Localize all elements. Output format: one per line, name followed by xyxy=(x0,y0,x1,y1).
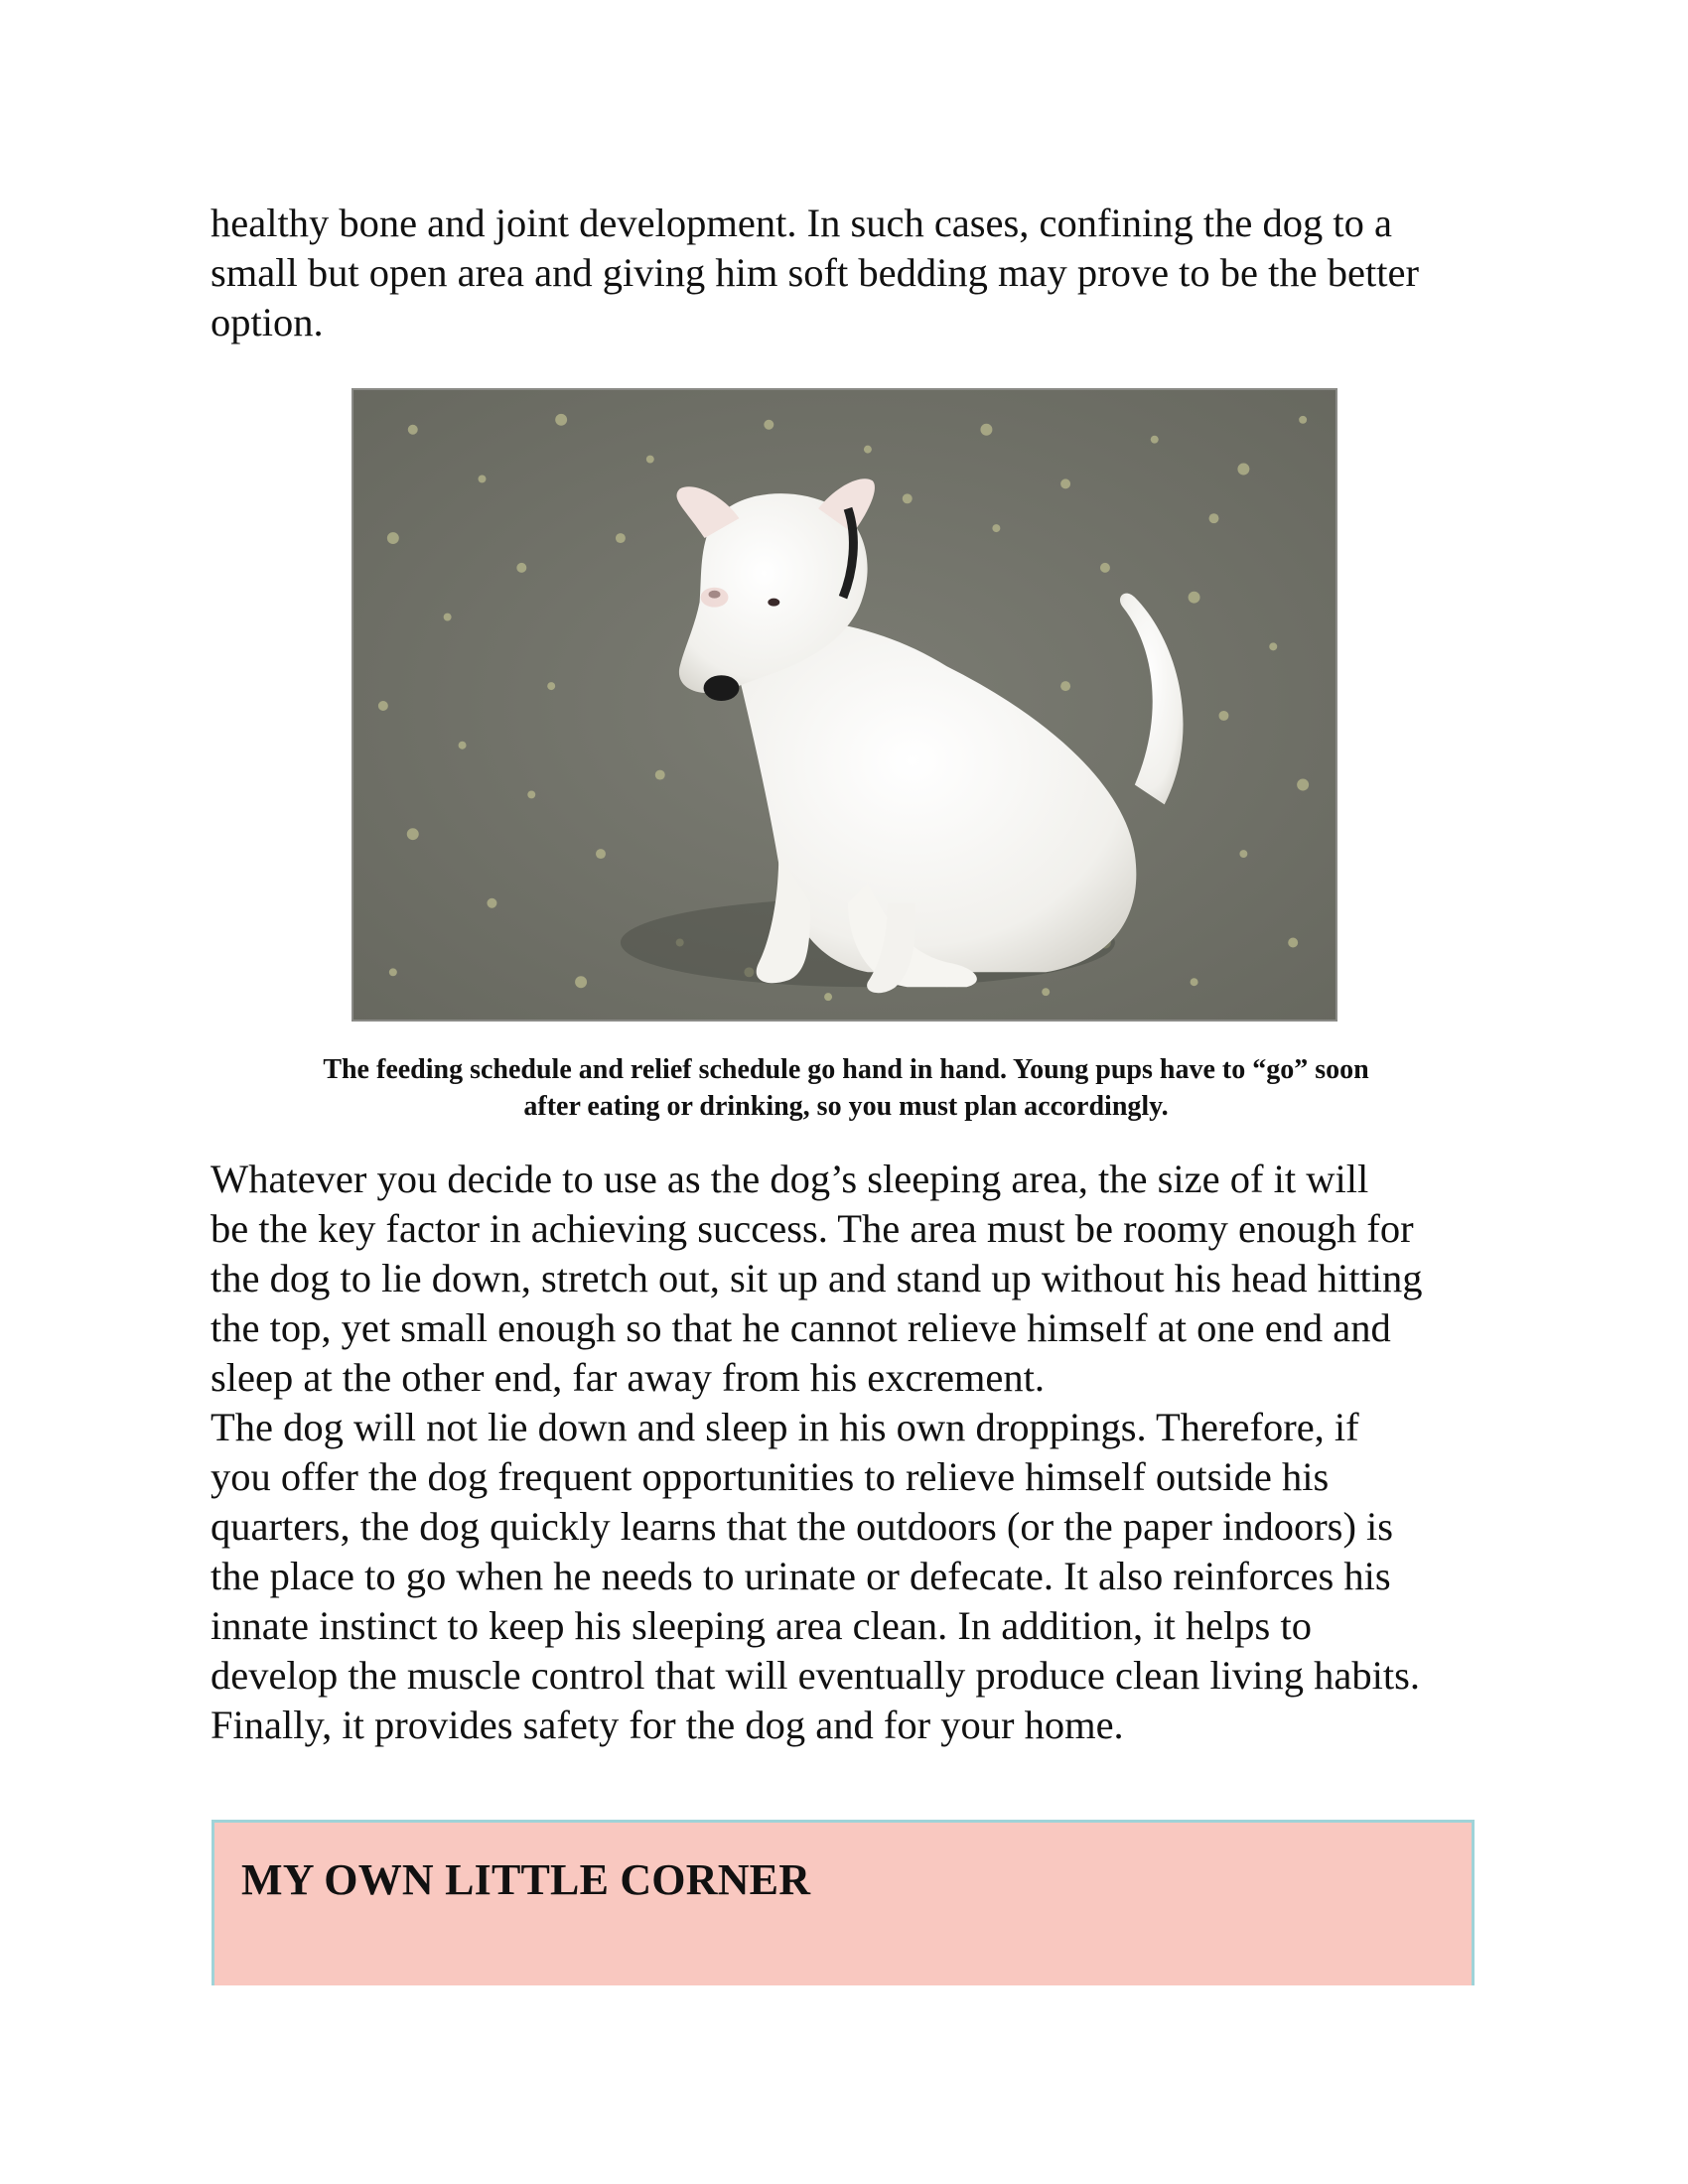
figure-caption: The feeding schedule and relief schedule go hand in hand. Young pups have to “go” soon after eating or drinking, so you must plan accordingly. xyxy=(323,1054,1369,1122)
sidebar-heading: MY OWN LITTLE CORNER xyxy=(241,1855,811,1904)
bull-terrier-puppy-photo xyxy=(352,388,1337,1022)
paragraph-sleeping-area: Whatever you decide to use as the dog’s sleeping area, the size of it will be the key factor in achieving success. The area must be roomy enough for the dog to lie down, stretch out, sit up and stand up without his head hitting the top, yet small enough so that he cannot relieve himself at one end and sleep at the other end, far away from his excrement. The dog will not lie down and sleep in his own droppings. Therefore, if you offer the dog frequent opportunities to relieve himself outside his quarters, the dog quickly learns that the outdoors (or the paper indoors) is the place to go when he needs to urinate or defecate. It also reinforces his innate instinct to keep his sleeping area clean. In addition, it helps to develop the muscle control that will eventually produce clean living habits. Finally, it provides safety for the dog and for your home. xyxy=(211,1157,1423,1747)
sidebar-box-my-own-little-corner xyxy=(211,1820,1475,1985)
paragraph-bone-joint: healthy bone and joint development. In such cases, confining the dog to a small but open area and giving him soft bedding may prove to be the better option. xyxy=(211,201,1419,344)
